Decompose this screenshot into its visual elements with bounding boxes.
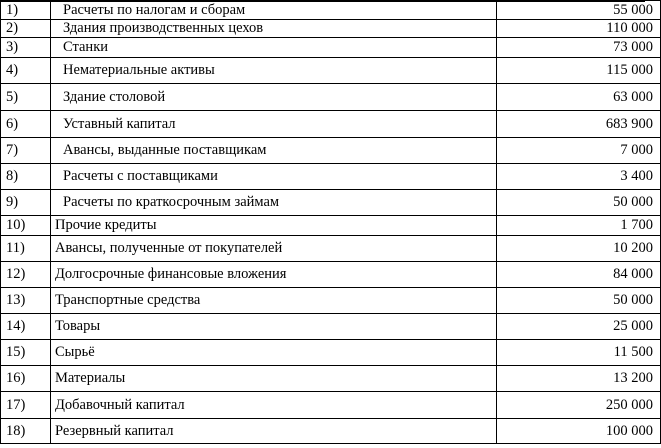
table-row [1,314,661,340]
row-number: 5) [1,84,51,111]
table-row [1,138,661,164]
account-value: 50 000 [497,288,661,314]
row-number: 1) [1,1,51,20]
row-number: 16) [1,366,51,392]
table-row [1,366,661,392]
account-value: 63 000 [497,84,661,111]
account-name: Транспортные средства [51,288,497,314]
account-name: Здание столовой [51,84,497,111]
table-row [1,38,661,58]
account-value: 1 700 [497,216,661,236]
row-number: 8) [1,164,51,190]
table-row [1,1,661,20]
account-name: Расчеты по налогам и сборам [51,1,497,20]
row-number: 2) [1,20,51,38]
row-number: 12) [1,262,51,288]
account-value: 50 000 [497,190,661,216]
account-value: 100 000 [497,419,661,444]
row-number: 18) [1,419,51,444]
account-name: Сырьё [51,340,497,366]
account-name: Расчеты с поставщиками [51,164,497,190]
account-name: Станки [51,38,497,58]
table-row [1,392,661,419]
account-name: Долгосрочные финансовые вложения [51,262,497,288]
table-row [1,216,661,236]
account-value: 250 000 [497,392,661,419]
row-number: 4) [1,58,51,84]
table-row [1,58,661,84]
table-row [1,419,661,444]
account-name: Здания производственных цехов [51,20,497,38]
table-row [1,164,661,190]
account-name: Авансы, выданные поставщикам [51,138,497,164]
table-row [1,288,661,314]
row-number: 3) [1,38,51,58]
account-name: Уставный капитал [51,111,497,138]
account-value: 10 200 [497,236,661,262]
row-number: 6) [1,111,51,138]
account-value: 3 400 [497,164,661,190]
account-name: Расчеты по краткосрочным займам [51,190,497,216]
account-value: 115 000 [497,58,661,84]
account-value: 55 000 [497,1,661,20]
account-value: 25 000 [497,314,661,340]
account-value: 7 000 [497,138,661,164]
row-number: 10) [1,216,51,236]
account-value: 683 900 [497,111,661,138]
table-row [1,340,661,366]
table-row [1,84,661,111]
account-value: 84 000 [497,262,661,288]
row-number: 7) [1,138,51,164]
account-name: Резервный капитал [51,419,497,444]
account-name: Товары [51,314,497,340]
table-row [1,111,661,138]
row-number: 9) [1,190,51,216]
row-number: 17) [1,392,51,419]
row-number: 11) [1,236,51,262]
account-name: Авансы, полученные от покупателей [51,236,497,262]
account-name: Добавочный капитал [51,392,497,419]
account-value: 73 000 [497,38,661,58]
account-value: 13 200 [497,366,661,392]
account-name: Нематериальные активы [51,58,497,84]
table-row [1,20,661,38]
account-name: Материалы [51,366,497,392]
table-row [1,236,661,262]
row-number: 14) [1,314,51,340]
account-value: 110 000 [497,20,661,38]
row-number: 15) [1,340,51,366]
row-number: 13) [1,288,51,314]
table-row [1,262,661,288]
account-name: Прочие кредиты [51,216,497,236]
account-value: 11 500 [497,340,661,366]
table-row [1,190,661,216]
